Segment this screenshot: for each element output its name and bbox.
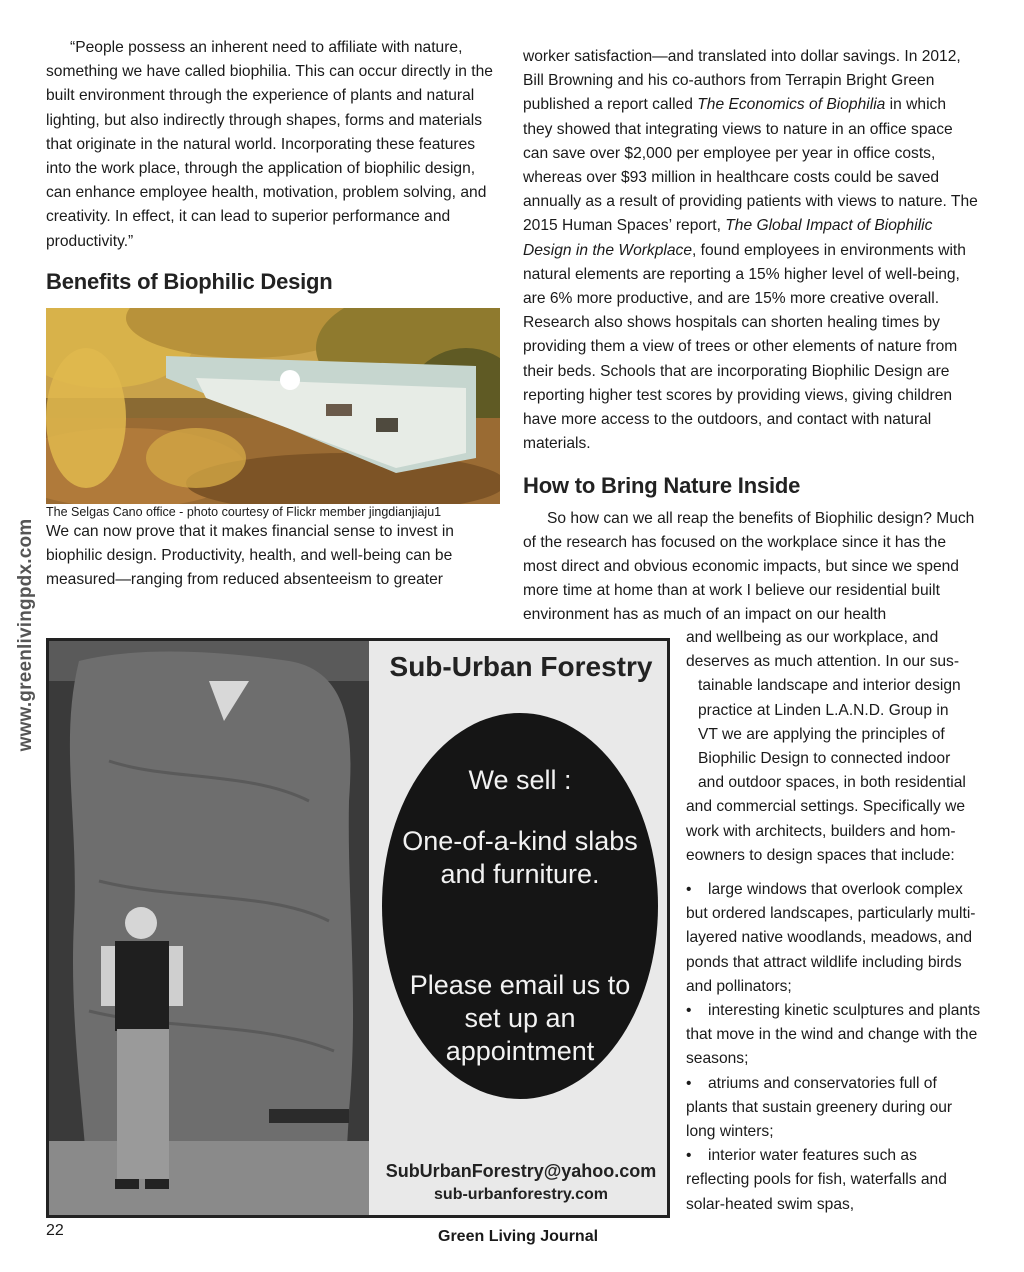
photo-caption: The Selgas Cano office - photo courtesy of Flickr member jingdianjiaju1: [46, 505, 442, 520]
ad-website[interactable]: sub-urbanforestry.com: [434, 1186, 608, 1203]
economics-text-b: in which they showed that integrating views to nature in an office space can save over $2,000 per employee per year in office costs, whereas over $93 million in healthcare costs could be saved annually as a result of providing patients with views to nature. The 2015 Human Spaces’ report,: [523, 96, 978, 235]
economics-paragraph: [523, 45, 979, 456]
bullet-item: [686, 1144, 982, 1217]
economics-report-title: The Economics of Biophilia: [697, 96, 886, 114]
bullet-text: interesting kinetic sculptures and plants that move in the wind and change with the seasons;: [686, 1002, 981, 1068]
ad-we-sell: We sell :: [468, 765, 572, 795]
bullet-text: large windows that overlook complex but ordered landscapes, particularly multi-layered native woodlands, meadows, and ponds that attract wildlife including birds and pollinators;: [686, 881, 976, 995]
left-paragraph: We can now prove that it makes financial sense to invest in biophilic design. Productivity, health, and well-being can be measured—ranging from reduced absenteeism to greater: [46, 523, 454, 589]
human-spaces-report-title: The Global Impact of Biophilic Design in the Workplace: [523, 217, 933, 259]
pull-quote: “People possess an inherent need to affiliate with nature, something we have called biophilia. This can occur directly in the built environment through the experience of plants and natural lighting, but also indirectly through shapes, forms and materials that originate in the natural world. Incorporating these features into the work place, through the application of biophilic design, can enhance employee health, motivation, problem solving, and creativity. In effect, it can lead to superior performance and productivity.”: [46, 39, 493, 250]
wrap-line: eowners to design spaces that include:: [686, 846, 955, 864]
bullet-list: [686, 878, 982, 1217]
right-column: [523, 45, 979, 628]
office-photo-illustration: [46, 308, 500, 504]
wrap-line: and wellbeing as our workplace, and: [686, 629, 939, 646]
left-column: [46, 36, 502, 593]
bullet-item: [686, 999, 982, 1072]
ad-email[interactable]: SubUrbanForestry@yahoo.com: [385, 1161, 657, 1181]
bullet-icon: •: [686, 1002, 692, 1020]
ad-product: One-of-a-kind slabs and furniture.: [402, 826, 638, 889]
nature-inside-heading: How to Bring Nature Inside: [523, 473, 801, 499]
economics-text-a: worker satisfaction—and translated into dollar savings. In 2012, Bill Browning and his co-authors from Terrapin Bright Green published a report called: [523, 48, 961, 114]
wrap-line: VT we are applying the principles of: [698, 725, 945, 743]
bullet-icon: •: [686, 1074, 692, 1092]
ad-call-to-action: Please email us to set up an appointment: [409, 970, 631, 1066]
ad-title: Sub-Urban Forestry: [389, 651, 653, 682]
bullet-text: atriums and conservatories full of plants that sustain greenery during our long winters;: [686, 1074, 953, 1141]
benefits-heading: Benefits of Biophilic Design: [46, 268, 333, 294]
wrap-line: Biophilic Design to connected indoor: [698, 750, 951, 768]
sidebar-url-text: www.greenlivingpdx.com: [15, 518, 36, 752]
advertisement: [46, 638, 670, 1218]
wrap-line: practice at Linden L.A.N.D. Group in: [698, 701, 949, 719]
ad-photo-slab: [49, 641, 369, 1215]
bullet-icon: •: [686, 1147, 692, 1165]
wrapped-text: [686, 626, 982, 1217]
page-number: 22: [46, 1222, 64, 1239]
wrap-line: deserves as much attention. In our sus-: [686, 653, 960, 671]
wrap-line: tainable landscape and interior design: [698, 677, 961, 695]
bullet-item: [686, 1072, 982, 1145]
nature-inside-paragraph: So how can we all reap the benefits of Biophilic design? Much of the research has focused on the workplace since it has the most direct and obvious economic impacts, but since we spend more time at home than at work I believe our residential built environment has as much of an impact on our health: [523, 509, 975, 624]
bullet-text: interior water features such as reflecting pools for fish, waterfalls and solar-heated swim spas,: [686, 1147, 947, 1213]
publication-name: Green Living Journal: [438, 1228, 599, 1245]
sidebar-url: [6, 500, 46, 770]
wrap-line: and commercial settings. Specifically we: [686, 798, 966, 816]
bullet-item: [686, 878, 982, 999]
wrap-line: and outdoor spaces, in both residential: [698, 774, 966, 792]
bullet-icon: •: [686, 881, 692, 899]
ad-oval: [382, 713, 658, 1099]
wrap-line: work with architects, builders and hom-: [686, 822, 956, 840]
office-photo: [46, 308, 500, 504]
economics-text-c: , found employees in environments with natural elements are reporting a 15% higher level of well-being, are 6% more productive, and are 15% more creative overall. Research also shows hospitals can shorten healing times by providing them a view of trees or other elements of nature from their beds. Schools that are incorporating Biophilic Design are reporting higher test scores by providing views, giving children have more access to the outdoors, and contact with natural materials.: [523, 241, 966, 453]
